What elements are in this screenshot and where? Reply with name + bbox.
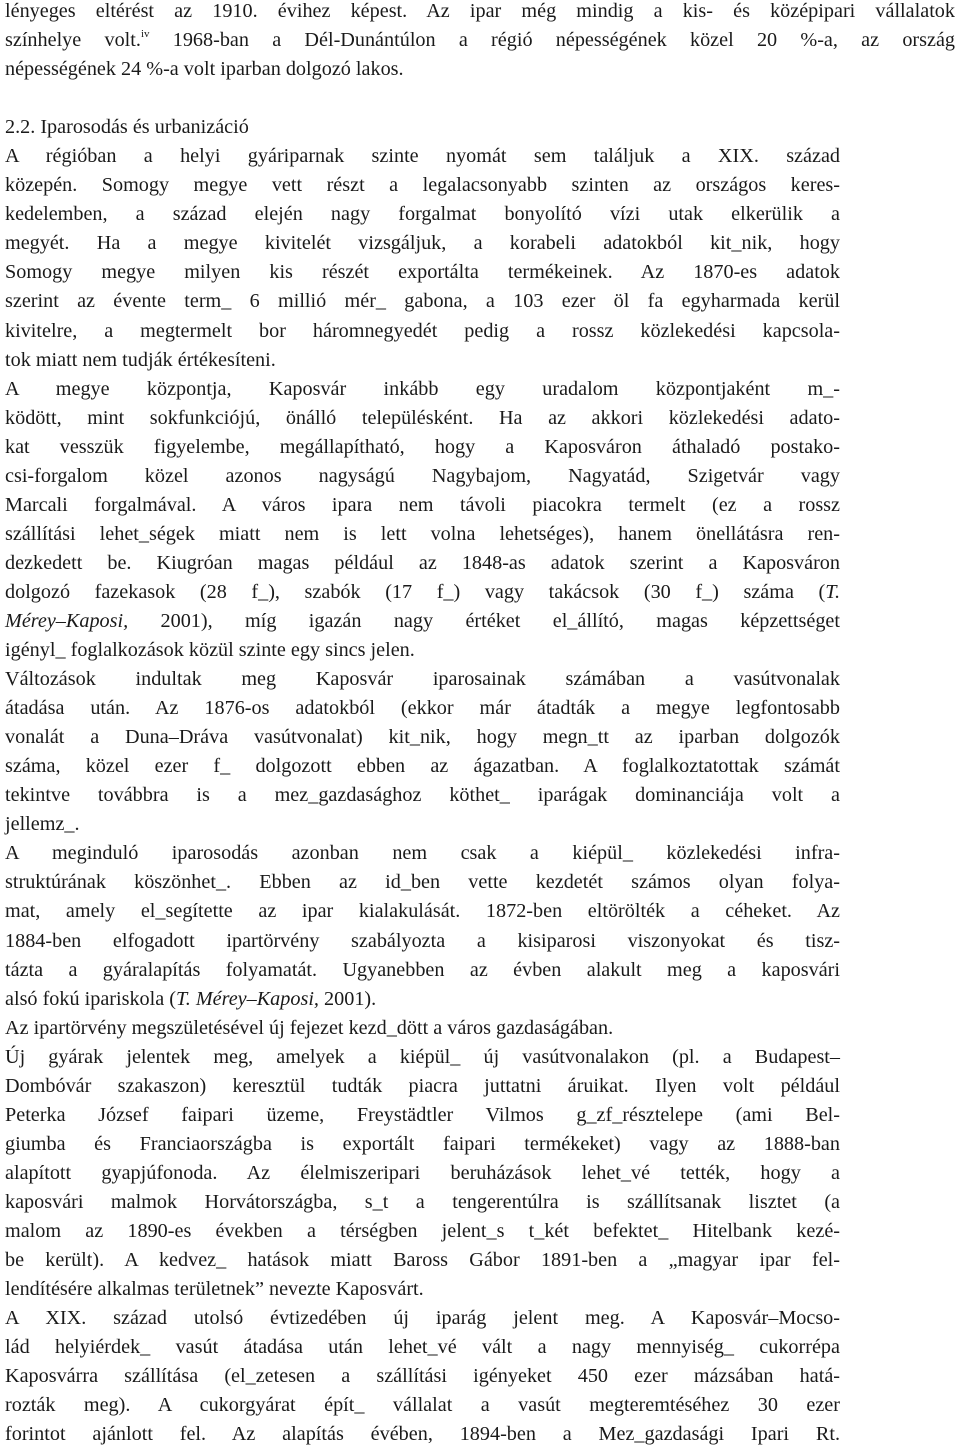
- text-line: A XIX. század utolsó évtizedében új iparág jelent meg. A Kaposvár–Mocso-: [5, 1307, 840, 1330]
- text-line: Dombóvár szakaszon) keresztül tudták piacra juttatni áruikat. Ilyen volt például: [5, 1074, 840, 1097]
- text-line: szállítási lehet_ségek miatt nem is lett volna lehetséges), hanem önellátásra ren-: [5, 522, 840, 545]
- text-line: népességének 24 %-a volt iparban dolgozó lakos.: [5, 58, 404, 81]
- text-line: mat, amely el_segítette az ipar kialakulását. 1872-ben eltörölték a céheket. Az: [5, 900, 840, 923]
- citation-italic: T.: [825, 580, 840, 603]
- text-line: be került). A kedvez_ hatások miatt Baross Gábor 1891-ben a „magyar ipar fel-: [5, 1249, 840, 1272]
- text-segment: 1968-ban a Dél-Dunántúlon a régió népességének közel 20 %-a, az ország: [149, 29, 956, 52]
- text-line: tekintve továbbra is a mez_gazdasághoz köthet_ iparágak dominanciája volt a: [5, 784, 840, 807]
- text-line: lád helyiérdek_ vasút átadása után lehet_vé vált a nagy mennyiség_ cukorrépa: [5, 1336, 840, 1359]
- text-line: kedelemben, a század elején nagy forgalmat bonyolító vízi utak elkerülik a: [5, 203, 840, 226]
- text-line: A régióban a helyi gyáriparnak szinte nyomát sem találjuk a XIX. század: [5, 145, 840, 168]
- text-line: száma, közel ezer f_ dolgozott ebben az ágazatban. A foglalkoztatottak számát: [5, 755, 840, 778]
- text-line: lényeges eltérést az 1910. évihez képest. Az ipar még mindig a kis- és középipari vállalatok: [5, 0, 955, 22]
- text-line: dezkedett be. Kiugróan magas például az 1848-as adatok szerint a Kaposváron: [5, 551, 840, 574]
- text-line: giumba és Franciaországba is exportált faipari termékeket) vagy az 1888-ban: [5, 1132, 840, 1155]
- text-line: igényl_ foglalkozások közül szinte egy sincs jelen.: [5, 639, 415, 662]
- text-line: ködött, mint sokfunkciójú, önálló településként. Ha az akkori közlekedési adato-: [5, 406, 840, 429]
- text-line: jellemz_.: [5, 813, 80, 836]
- text-line: tázta a gyáralapítás folyamatát. Ugyanebben az évben alakult meg a kaposvári: [5, 958, 840, 981]
- text-segment: dolgozó fazekasok (28 f_), szabók (17 f_) vagy takácsok (30 f_) száma (: [5, 580, 826, 603]
- text-line: [5, 26, 955, 55]
- text-line: malom az 1890-es években a térségben jelent_s t_két befektet_ Hitelbank kezé-: [5, 1219, 840, 1242]
- text-line: Változások indultak meg Kaposvár iparosainak számában a vasútvonalak: [5, 668, 840, 691]
- text-line: átadása után. Az 1876-os adatokból (ekkor már átadták a megye legfontosabb: [5, 697, 840, 720]
- citation-italic: Mérey–Kaposi,: [5, 609, 129, 632]
- text-line: Kaposvárra szállítása (el_zetesen a szállítási igényeket 450 ezer mázsában hatá-: [5, 1365, 840, 1388]
- text-line: [5, 985, 955, 1014]
- text-line: alapított gyapjúfonoda. Az élelmiszeripari beruházások lehet_vé tették, hogy a: [5, 1161, 840, 1184]
- text-segment: alsó fokú ipariskola (: [5, 987, 176, 1010]
- text-line: közepén. Somogy megye vett részt a legalacsonyabb szinten az országos keres-: [5, 174, 840, 197]
- text-line: Az ipartörvény megszületésével új fejezet kezd_dött a város gazdaságában.: [5, 1016, 614, 1039]
- text-line: [5, 578, 840, 607]
- text-line: tok miatt nem tudják értékesíteni.: [5, 348, 276, 371]
- document-page: [5, 0, 955, 1449]
- text-line: 1884-ben elfogadott ipartörvény szabályozta a kisiparosi viszonyokat és tisz-: [5, 929, 840, 952]
- text-line: rozták meg). A cukorgyárat épít_ vállalat a vasút megteremtéséhez 30 ezer: [5, 1394, 840, 1417]
- text-line: Peterka József faipari üzeme, Freystädtler Vilmos g_zf_résztelepe (ami Bel-: [5, 1103, 840, 1126]
- text-line: forintot ajánlott fel. Az alapítás évében, 1894-ben a Mez_gazdasági Ipari Rt.: [5, 1423, 840, 1446]
- text-segment: színhelye volt.: [5, 29, 141, 52]
- text-segment: 2001).: [318, 987, 377, 1010]
- text-line: vonalát a Duna–Dráva vasútvonalat) kit_nik, hogy megn_tt az iparban dolgozók: [5, 726, 840, 749]
- text-line: A meginduló iparosodás azonban nem csak a kiépül_ közlekedési infra-: [5, 842, 840, 865]
- text-line: [5, 607, 840, 636]
- text-line: kaposvári malmok Horvátországba, s_t a tengerentúlra is szállítsanak lisztet (a: [5, 1190, 840, 1213]
- text-segment: 2001), míg igazán nagy értéket el_állító, magas képzettséget: [128, 609, 840, 632]
- text-line: kivitelre, a megtermelt bor háromnegyedét pedig a rossz közlekedési kapcsola-: [5, 319, 840, 342]
- text-line: lendítésére alkalmas területnek” nevezte Kaposvárt.: [5, 1278, 424, 1301]
- text-line: szerint az évente term_ 6 millió mér_ gabona, a 103 ezer öl fa egyharmada kerül: [5, 290, 840, 313]
- text-line: struktúrának köszönhet_. Ebben az id_ben vette kezdetét számos olyan folya-: [5, 871, 840, 894]
- text-line: Somogy megye milyen kis részét exportálta termékeinek. Az 1870-es adatok: [5, 261, 840, 284]
- blank-line: [5, 84, 955, 113]
- citation-italic: T. Mérey–Kaposi,: [176, 987, 319, 1010]
- text-line: Marcali forgalmával. A város ipara nem távoli piacokra termelt (ez a rossz: [5, 493, 840, 516]
- text-line: kat vesszük figyelembe, megállapítható, hogy a Kaposváron áthaladó postako-: [5, 435, 840, 458]
- text-line: Új gyárak jelentek meg, amelyek a kiépül_ új vasútvonalakon (pl. a Budapest–: [5, 1045, 840, 1068]
- text-line: A megye központja, Kaposvár inkább egy uradalom központjaként m_-: [5, 377, 840, 400]
- text-line: csi-forgalom közel azonos nagyságú Nagybajom, Nagyatád, Szigetvár vagy: [5, 464, 840, 487]
- footnote-marker: iv: [140, 28, 150, 41]
- text-line: megyét. Ha a megye kivitelét vizsgáljuk, a korabeli adatokból kit_nik, hogy: [5, 232, 840, 255]
- section-heading: 2.2. Iparosodás és urbanizáció: [5, 116, 249, 139]
